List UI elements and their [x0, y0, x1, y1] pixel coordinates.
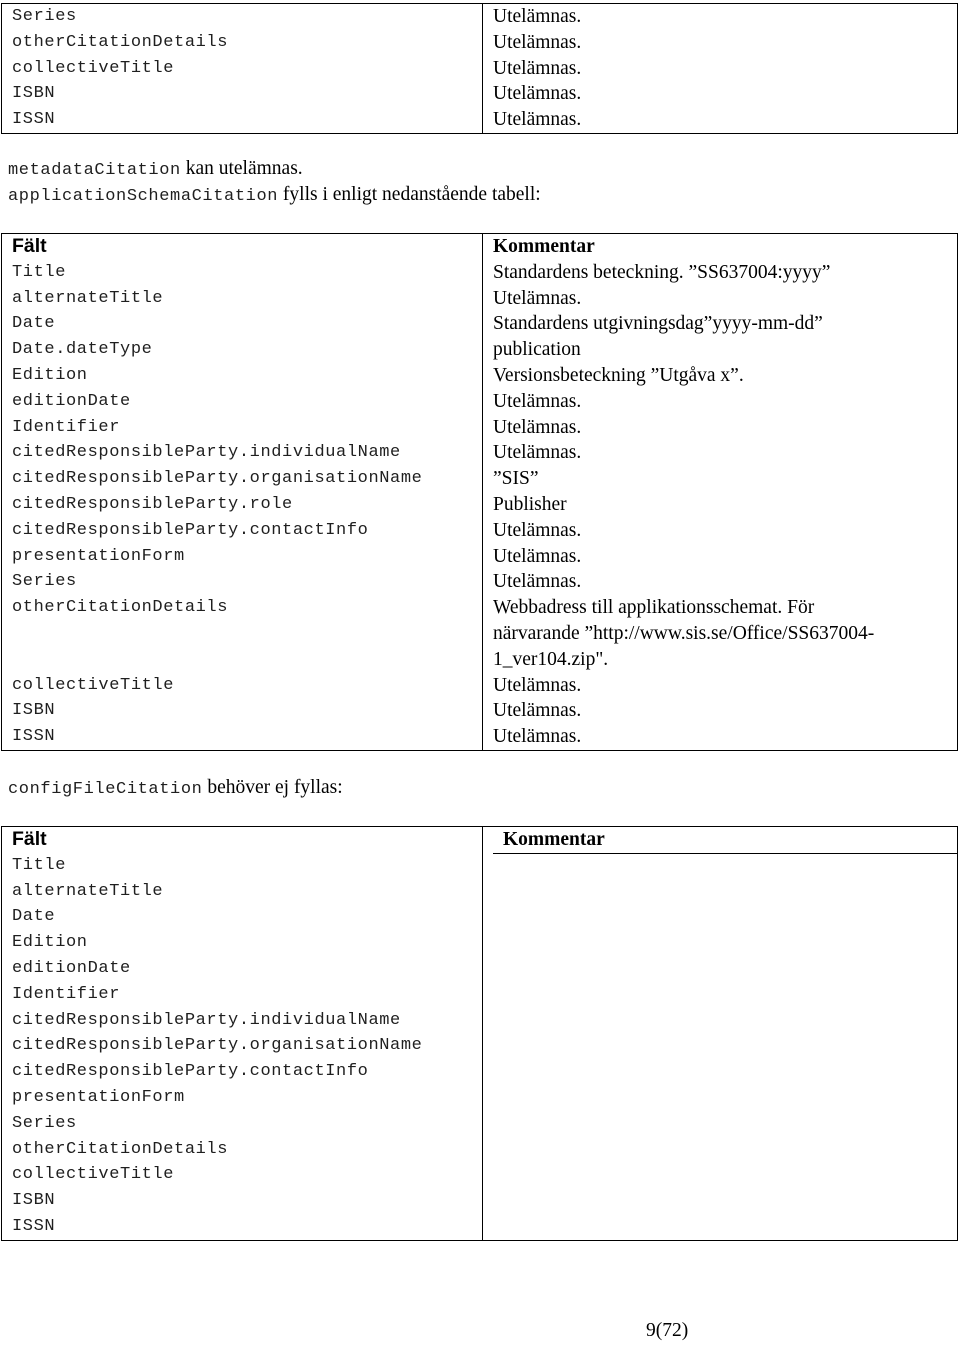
field-name: otherCitationDetails	[12, 1139, 229, 1159]
comment-text: Utelämnas.	[493, 519, 582, 541]
code-term: metadataCitation	[8, 161, 181, 180]
field-name: ISBN	[12, 701, 56, 721]
field-name: otherCitationDetails	[12, 32, 229, 52]
field-name: Title	[12, 855, 67, 875]
comment-text: Utelämnas.	[493, 545, 582, 567]
code-term: applicationSchemaCitation	[8, 187, 279, 206]
column-header-comment: Kommentar	[493, 236, 595, 257]
column-header-comment: Kommentar	[503, 829, 605, 850]
field-name: Title	[12, 262, 67, 282]
comment-text: Utelämnas.	[493, 57, 582, 79]
field-name: citedResponsibleParty.individualName	[12, 1010, 401, 1030]
comment-text: Utelämnas.	[493, 31, 582, 53]
comment-header-cell	[493, 827, 957, 853]
field-name: citedResponsibleParty.individualName	[12, 443, 401, 463]
comment-multiline	[493, 595, 957, 672]
paragraph-text: fylls i enligt nedanstående tabell:	[278, 184, 541, 205]
field-name: ISSN	[12, 110, 56, 130]
comment-text: Standardens beteckning. ”SS637004:yyyy”	[493, 261, 831, 283]
field-name: citedResponsibleParty.role	[12, 494, 293, 514]
field-column	[2, 827, 483, 1241]
page-number: 9(72)	[646, 1320, 689, 1341]
field-name: alternateTitle	[12, 288, 164, 308]
field-name: collectiveTitle	[12, 58, 175, 78]
field-name: editionDate	[12, 391, 131, 411]
comment-column	[483, 827, 958, 1241]
comment-text: Publisher	[493, 493, 567, 515]
field-name: Series	[12, 572, 77, 592]
field-name: presentationForm	[12, 546, 185, 566]
field-name: Identifier	[12, 984, 121, 1004]
comment-text: Utelämnas.	[493, 287, 582, 309]
field-name: Date	[12, 907, 56, 927]
comment-text: Utelämnas.	[493, 571, 582, 593]
comment-text: Utelämnas.	[493, 6, 582, 27]
field-name: citedResponsibleParty.contactInfo	[12, 1062, 369, 1082]
comment-line: 1_ver104.zip".	[493, 648, 609, 670]
field-name: collectiveTitle	[12, 675, 175, 695]
field-name: Identifier	[12, 417, 121, 437]
field-name: ISBN	[12, 84, 56, 104]
comment-text: Utelämnas.	[493, 83, 582, 105]
field-name: citedResponsibleParty.contactInfo	[12, 520, 369, 540]
field-column	[2, 234, 483, 751]
field-name: editionDate	[12, 958, 131, 978]
comment-text: Standardens utgivningsdag”yyyy-mm-dd”	[493, 313, 823, 335]
comment-text: Versionsbeteckning ”Utgåva x”.	[493, 364, 744, 386]
paragraph-text: kan utelämnas.	[180, 158, 303, 179]
comment-line: Webbadress till applikationsschemat. För	[493, 597, 815, 619]
field-name: citedResponsibleParty.organisationName	[12, 469, 423, 489]
field-name: Edition	[12, 933, 88, 953]
field-name: ISSN	[12, 727, 56, 747]
field-name: Date.dateType	[12, 340, 153, 360]
field-name	[12, 595, 482, 672]
comment-text: publication	[493, 339, 581, 361]
config-file-paragraph	[8, 777, 343, 799]
comment-column	[483, 4, 958, 134]
paragraph-text: behöver ej fyllas:	[202, 777, 343, 798]
citation-table-continued	[1, 3, 958, 134]
field-name: alternateTitle	[12, 881, 164, 901]
comment-line: närvarande ”http://www.sis.se/Office/SS637004-	[493, 622, 875, 644]
code-term: configFileCitation	[8, 780, 203, 799]
comment-text: Utelämnas.	[493, 700, 582, 722]
comment-text: Utelämnas.	[493, 674, 582, 696]
field-name: Date	[12, 314, 56, 334]
field-name: ISBN	[12, 1191, 56, 1211]
field-name: ISSN	[12, 1216, 56, 1236]
field-name: collectiveTitle	[12, 1165, 175, 1185]
metadata-citation-paragraph	[8, 158, 303, 180]
comment-text: ”SIS”	[493, 468, 539, 490]
comment-text: Utelämnas.	[493, 442, 582, 464]
column-header-field: Fält	[12, 828, 47, 850]
comment-text: Utelämnas.	[493, 109, 582, 131]
field-name: Edition	[12, 365, 88, 385]
comment-text: Utelämnas.	[493, 390, 582, 412]
column-header-field: Fält	[12, 235, 47, 257]
field-column	[2, 4, 483, 134]
field-name-text: otherCitationDetails	[12, 598, 229, 618]
comment-text: Utelämnas.	[493, 416, 582, 438]
application-schema-table	[1, 233, 958, 751]
field-name: citedResponsibleParty.organisationName	[12, 1036, 423, 1056]
field-name: Series	[12, 1113, 77, 1133]
config-file-table	[1, 826, 958, 1241]
application-schema-paragraph	[8, 184, 541, 206]
empty-comment-cell	[493, 853, 957, 854]
comment-column	[483, 234, 958, 751]
comment-text: Utelämnas.	[493, 726, 582, 748]
field-name: Series	[12, 7, 77, 26]
field-name: presentationForm	[12, 1087, 185, 1107]
